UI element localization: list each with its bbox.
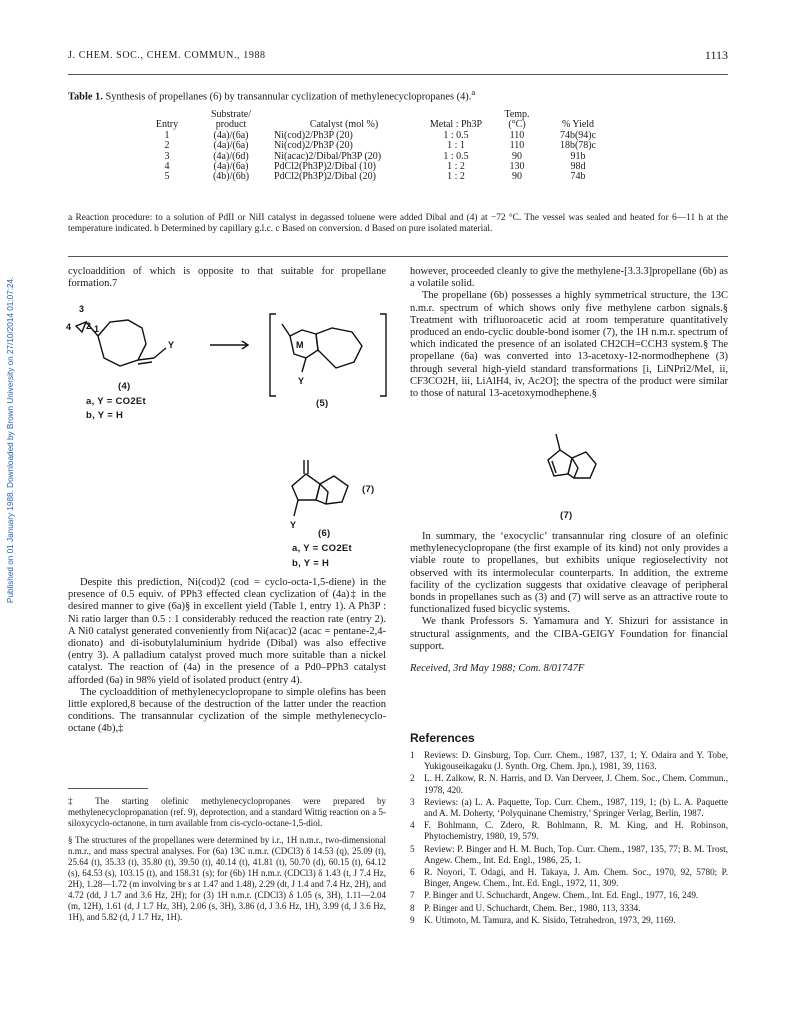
cell-temp: 90 (512, 150, 522, 162)
reference-text: R. Noyori, T. Odagi, and H. Takaya, J. Am. Chem. Soc., 1970, 92, 5780; P. Binger, Angew. Chem., Int. Ed. Engl., 1972, 11, 309. (424, 867, 728, 889)
table-row (140, 162, 614, 172)
cell-substrate: (4b)/(6b) (212, 171, 250, 183)
bracket-left (270, 314, 276, 396)
ring-b (316, 476, 348, 504)
cell-temp: 110 (509, 140, 525, 152)
reference-item (410, 890, 728, 901)
left-paragraph-0: cycloaddition of which is opposite to that suitable for propellane formation.7 (68, 266, 386, 290)
header-temp-2: (°C) (508, 119, 526, 131)
cell-catalyst: PdCl2(Ph3P)2/Dibal (20) (274, 171, 376, 183)
compound-7-label: (7) (560, 510, 573, 521)
cell-yield: 91b (570, 150, 586, 162)
footnote-rule (68, 788, 148, 789)
right-paragraph-2: In summary, the ‘exocyclic’ transannular ring closure of an olefinic methylenecyclopropane (the first example of its kind) not only provides a viable route to propellanes, but exhibits unique regioselectivity not observed with its intermolecular counterparts. In addition, the extreme facility of the cyclization suggests that oxidative cleavage of peripheral bonds in propellanes such as (3) and (7) will serve as an attractive route to functionalized fused bicyclic systems. (410, 531, 728, 616)
reference-text: P. Binger and U. Schuchardt, Angew. Chem., Int. Ed. Engl., 1977, 16, 249. (424, 890, 699, 901)
cell-temp: 130 (509, 161, 525, 173)
reference-item (410, 903, 728, 914)
reference-text: Reviews: D. Ginsburg, Top. Curr. Chem., 1987, 137, 1; Y. Odaira and Y. Tobe, Yukigouseikagaku (J. Synth. Org. Chem. Jpn.), 1981, 39, 1163. (424, 750, 728, 772)
references-list (410, 750, 728, 927)
cell-metal: 1 : 0.5 (443, 150, 469, 162)
cell-catalyst: Ni(acac)2/Dibal/Ph3P (20) (274, 150, 382, 162)
cell-catalyst: Ni(cod)2/Ph3P (20) (274, 140, 353, 152)
y-label: Y (290, 520, 297, 530)
compound-4a-label: a, Y = CO2Et (86, 396, 147, 407)
header-entry: Entry (155, 119, 179, 131)
cell-entry: 2 (164, 140, 170, 152)
reference-item (410, 820, 728, 842)
cell-metal: 1 : 1 (447, 140, 465, 152)
structure-4 (64, 300, 184, 390)
right-column-body (410, 531, 728, 675)
table-label: Table 1. (68, 91, 103, 103)
structure-7 (528, 430, 608, 494)
received-line: Received, 3rd May 1988; Com. 8/01747F (410, 663, 585, 675)
metallacycle-ring (290, 330, 318, 358)
bicyclic-ring (316, 328, 362, 368)
reference-number: 4 (410, 820, 415, 831)
cell-yield: 74b(94)c (559, 129, 597, 141)
cyclooctane-ring (98, 320, 146, 366)
compound-7-side-label: (7) (362, 484, 375, 495)
cell-metal: 1 : 0.5 (443, 129, 469, 141)
y-bond (302, 358, 306, 372)
right-paragraph-3: We thank Professors S. Yamamura and Y. Shizuri for assistance in structural assignments, and the CIBA-GEIGY Foundation for financial support. (410, 616, 728, 652)
cell-catalyst: Ni(cod)2/Ph3P (20) (274, 129, 353, 141)
header-metal: Metal : Ph3P (429, 119, 483, 131)
intermediate-5 (268, 310, 388, 400)
left-paragraph-1: Despite this prediction, Ni(cod)2 (cod = cyclo-octa-1,5-diene) in the presence of 0.5 equiv. of PPh3 effected clean cyclization of (4a)‡ in the desired manner to give (6a)§ in excellent yield (Table 1, entry 1). A Ph3P : Ni ratio larger than 0.5 : 1 considerably reduced the reaction rate (entry 2). A Ni0 catalyst generated conveniently from Ni(acac)2 (acac = pentane-2,4-dionato) and di-isobutylaluminium hydride (Dibal) was also effective (entry 3). A palladium catalyst proved much more suitable than a nickel catalyst. The reaction of (4a) in the presence of a Pd0–PPh3 catalyst afforded (6a) in 98% yield of isolated product (entry 4). (68, 577, 386, 686)
exocyclic-methylene-double (138, 362, 152, 364)
reference-number: 1 (410, 750, 415, 760)
methylene-bond (282, 324, 290, 336)
footnote-section: § The structures of the propellanes were determined by i.r., 1H n.m.r., two-dimensional n.m.r., and mass spectral analyses. For (6a) 13C n.m.r. (CDCl3) δ 14.53 (q), 25.09 (t), 25.64 (t), 35.33 (t), 35.80 (t), 39.50 (t), 40.14 (t), 41.81 (t), 50.70 (d), 60.15 (t), 64.12 (s), 64.53 (s), 103.15 (t), and 158.31 (s); for (6b) 1H n.m.r. (CDCl3) δ 1.43 (t, J 7.4 Hz, 2H), 1.28—1.72 (m involving br s at 1.47 and 1.48), 2.29 (dt, J 1.4 and 7.4 Hz, 2H), and 4.72 (dd, J 1.7 and 3.6 Hz, 2H); for (3) 1H n.m.r. (CDCl3) δ 1.05 (s, 3H), 1.11—2.04 (m, 12H), 1.61 (d, J 1.7 Hz, 3H), 2.06 (s, 3H), 3.86 (d, J 3.6 Hz, 1H), 3.99 (d, J 3.6 Hz, 1H), and 5.82 (d, J 1.7 Hz, 1H). (68, 835, 386, 922)
cell-substrate: (4a)/(6a) (213, 161, 249, 173)
header-rule (68, 74, 728, 75)
table-row (140, 172, 614, 182)
header-temp-1: Temp. (504, 109, 530, 120)
y-bond (294, 500, 298, 516)
references-heading: References (410, 731, 475, 745)
left-column-body (68, 577, 386, 736)
cell-substrate: (4a)/(6a) (213, 129, 249, 141)
right-paragraph-1: The propellane (6b) possesses a highly symmetrical structure, the 13C n.m.r. spectrum of which shows only five methylene carbon signals.§ Treatment with trifluoroacetic acid at room temperature quantitatively produced an endo-cyclic double-bond isomer (7), the 1H n.m.r. spectrum of which indicated the presence of an isolated CH2CH=CCH3 system.§ The propellane (6a) was converted into 13-acetoxy-12-normodhephene (3) through several high-yield standard transformations [i, LiNPri2/MeI, ii, CF3CO2H, iii, LiAlH4, iv, Ac2O]; the spectra of the product were similar to those of natural 13-acetoxymodhephene.§ (410, 290, 728, 400)
reference-number: 2 (410, 773, 415, 784)
left-paragraph-2: The cycloaddition of methylenecyclopropane to simple olefins has been little explored,8 because of the destruction of the latter under the reaction conditions. The transannular cyclization of the simple methylenecyclo-octane (4b),‡ (68, 686, 386, 735)
reference-number: 3 (410, 796, 415, 807)
reference-number: 5 (410, 843, 415, 854)
reference-text: P. Binger and U. Schuchardt, Chem. Ber., 1980, 113, 3334. (424, 902, 641, 913)
compound-4-label: (4) (118, 381, 131, 392)
reference-text: F. Bohlmann, C. Zdero, R. Bohlmann, R. M. King, and H. Robinson, Phytochemistry, 1980, 19, 579. (424, 820, 728, 842)
download-sidebar-note: Published on 01 January 1988. Downloaded by Brown University on 27/10/2014 01:07:24. (6, 276, 15, 604)
exocyclic-methylene (138, 358, 154, 360)
page-number: 1113 (704, 48, 728, 62)
position-3-label: 3 (79, 304, 85, 314)
y-bond (154, 348, 166, 358)
ring-c (572, 458, 578, 478)
cell-entry: 3 (164, 150, 170, 162)
ring-b (568, 452, 596, 478)
table-footnote: a Reaction procedure: to a solution of PdII or NiII catalyst in degassed toluene were added Dibal and (4) at −72 °C. The vessel was sealed and heated for 6—11 h at the temperature indicated. b Determined by capillary g.l.c. c Based on conversion. d Based on pure isolated material. (68, 213, 728, 235)
compound-6-label: (6) (318, 528, 331, 539)
table-bottom-rule (68, 256, 728, 257)
reference-text: Review: P. Binger and H. M. Buch, Top. Curr. Chem., 1987, 135, 77; B. M. Trost, Angew. Chem., Int. Ed. Engl., 1986, 25, 1. (424, 843, 728, 865)
table-row (140, 152, 614, 162)
ring-c (320, 484, 328, 504)
reference-text: K. Utimoto, M. Tamura, and K. Sisido, Tetrahedron, 1973, 29, 1169. (424, 914, 676, 925)
reference-item (410, 915, 728, 926)
cell-metal: 1 : 2 (447, 171, 465, 183)
cell-yield: 98d (570, 161, 586, 173)
right-paragraph-0: however, proceeded cleanly to give the methylene-[3.3.3]propellane (6b) as a volatile solid. (410, 266, 728, 290)
header-catalyst: Catalyst (mol %) (309, 119, 379, 131)
position-1-label: 1 (94, 324, 100, 334)
metal-label: M (296, 340, 304, 350)
compound-6b-label: b, Y = H (292, 558, 330, 569)
structure-6 (276, 456, 366, 536)
left-footnotes (68, 796, 386, 923)
reference-item (410, 773, 728, 795)
reference-item (410, 867, 728, 889)
reaction-arrow (208, 338, 252, 352)
cell-catalyst: PdCl2(Ph3P)2/Dibal (10) (274, 161, 376, 173)
cell-metal: 1 : 2 (447, 161, 465, 173)
journal-name: J. CHEM. SOC., CHEM. COMMUN., 1988 (68, 50, 266, 61)
compound-5-label: (5) (316, 398, 329, 409)
compound-4b-label: b, Y = H (86, 410, 124, 421)
cell-yield: 74b (570, 171, 586, 183)
header-yield: % Yield (561, 119, 595, 131)
bracket-right (380, 314, 386, 396)
reference-item (410, 750, 728, 772)
cell-yield: 18b(78)c (559, 140, 597, 152)
cell-temp: 90 (512, 171, 522, 183)
table-caption-mark: a (471, 87, 476, 97)
reference-number: 9 (410, 914, 415, 925)
table-caption-text: Synthesis of propellanes (6) by transannular cyclization of methylenecyclopropanes (4). (105, 91, 472, 103)
compound-6a-label: a, Y = CO2Et (292, 543, 353, 554)
reference-item (410, 797, 728, 819)
reference-text: L. H. Zalkow, R. N. Harris, and D. Van Derveer, J. Chem. Soc., Chem. Commun., 1978, 420. (424, 773, 728, 795)
running-header (68, 48, 728, 64)
table-caption (68, 87, 475, 102)
y-label: Y (298, 376, 305, 386)
methyl-bond (556, 434, 560, 450)
header-substrate-1: Substrate/ (211, 109, 251, 120)
ring-a (292, 474, 320, 500)
cell-substrate: (4a)/(6d) (213, 150, 249, 162)
footnote-double-dagger: ‡ The starting olefinic methylenecyclopropanes were prepared by methylenecyclopropanation (ref. 9), deprotection, and a standard Wittig reaction on a 5-siloxycyclo-octanone, in turn available from cis-cyclo-octane-1,5-diol. (68, 796, 386, 828)
header-substrate-2: product (215, 119, 247, 131)
table-row (140, 131, 614, 141)
reference-number: 8 (410, 902, 415, 913)
synthesis-table (140, 110, 614, 183)
cell-temp: 110 (509, 129, 525, 141)
left-column-top (68, 266, 386, 290)
reference-number: 6 (410, 867, 415, 878)
reference-text: Reviews: (a) L. A. Paquette, Top. Curr. Chem., 1987, 119, 1; (b) L. A. Paquette and A. M. Doherty, ‘Polyquinane Chemistry,’ Springer Verlag, Berlin, 1987. (424, 796, 728, 819)
reference-item (410, 844, 728, 866)
position-2-label: 2 (86, 321, 92, 331)
position-4-label: 4 (66, 322, 72, 332)
right-column-top (410, 266, 728, 400)
reference-number: 7 (410, 890, 415, 901)
cell-substrate: (4a)/(6a) (213, 140, 249, 152)
cyclopropane-ring (76, 322, 86, 332)
cell-entry: 4 (164, 161, 170, 173)
cell-entry: 5 (164, 171, 170, 183)
cell-entry: 1 (164, 129, 170, 141)
y-label: Y (168, 340, 175, 350)
